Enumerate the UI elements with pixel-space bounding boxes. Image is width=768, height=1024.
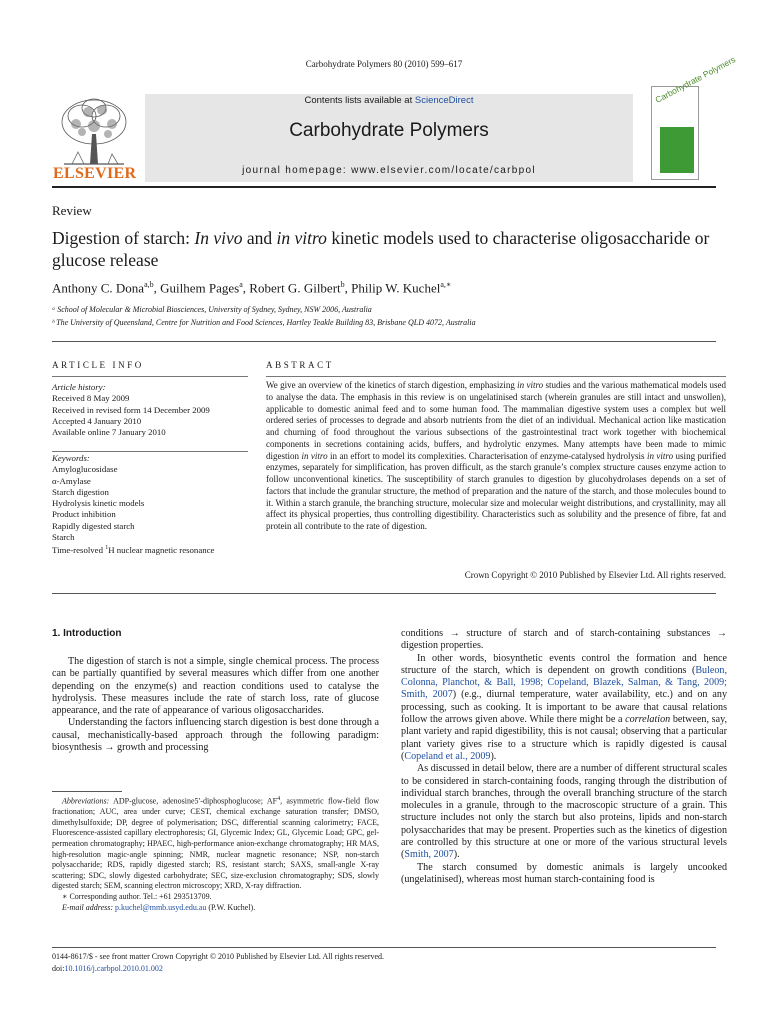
keyword: Rapidly digested starch: [52, 520, 135, 531]
cover-title: Carbohydrate Polymers: [653, 54, 738, 105]
affiliation-rule: [52, 341, 716, 342]
history-item: Received 8 May 2009: [52, 393, 130, 404]
history-item: Received in revised form 14 December 2009: [52, 404, 210, 415]
paragraph: conditions → structure of starch and of starch-containing substances → digestion properties.: [401, 628, 727, 652]
citation-link[interactable]: Smith, 2007: [404, 849, 454, 861]
keyword: Product inhibition: [52, 509, 116, 520]
sciencedirect-link[interactable]: ScienceDirect: [414, 95, 474, 106]
affiliation-a: ᵃ School of Molecular & Microbial Biosciences, University of Sydney, Sydney, NSW 2006, Australia: [52, 305, 372, 314]
abstract-heading: ABSTRACT: [266, 360, 334, 370]
author-name: Robert G. Gilbert: [249, 280, 341, 296]
article-history: Article history: Received 8 May 2009 Received in revised form 14 December 2009 Accepted 4 January 2010 Available online 7 January 2010: [52, 382, 252, 438]
citation-link[interactable]: Copeland et al., 2009: [404, 750, 491, 762]
elsevier-wordmark: ELSEVIER: [53, 165, 137, 182]
paragraph: Understanding the factors influencing starch digestion is best done through a causal, mechanistically-based approach through the following paradigm: biosynthesis → growth and processing: [52, 717, 379, 754]
paragraph: The starch consumed by domestic animals is largely uncooked (ungelatinised), whereas most human starch-containing food is: [401, 861, 727, 885]
divider: [266, 376, 726, 377]
keyword: Starch digestion: [52, 486, 109, 497]
affiliation-b: ᵇ The University of Queensland, Centre for Nutrition and Food Sciences, Hartley Teakle Building 83, Brisbane QLD 4072, Australia: [52, 318, 476, 327]
left-column-body: [52, 656, 379, 754]
email-footnote: E-mail address: p.kuchel@mmb.usyd.edu.au (P.W. Kuchel).: [62, 902, 256, 912]
issn-line: 0144-8617/$ - see front matter Crown Copyright © 2010 Published by Elsevier Ltd. All rights reserved.: [52, 952, 385, 961]
author-name: Philip W. Kuchel: [351, 280, 441, 296]
paragraph: The digestion of starch is not a simple, single chemical process. The process can be partially quantified by several measures which differ from one another depending on the enzyme(s) and reaction conditions used to catalyse the hydrolysis. These measures include the rate of starch loss, rate of glucose appearance, and the rate of appearance of various oligosaccharides.: [52, 656, 379, 717]
keyword: Amyloglucosidase: [52, 464, 118, 475]
keyword: Time-resolved $^1$H nuclear magnetic resonance: [52, 545, 215, 556]
keywords-list: Keywords: Amyloglucosidase α-Amylase Starch digestion Hydrolysis kinetic models Product inhibition Rapidly digested starch Starch Time-resolved $^1$H nuclear magnetic resonance: [52, 453, 252, 557]
history-item: Available online 7 January 2010: [52, 427, 166, 438]
doi-link[interactable]: 10.1016/j.carbpol.2010.01.002: [64, 964, 163, 973]
abstract-bottom-rule: [52, 593, 716, 594]
journal-name: Carbohydrate Polymers: [289, 120, 489, 141]
journal-homepage-line: journal homepage: www.elsevier.com/locate/carbpol: [242, 165, 536, 176]
paper-title: Digestion of starch: In vivo and in vitro kinetic models used to characterise oligosaccharide or glucose release: [52, 228, 710, 270]
keyword: Starch: [52, 532, 75, 543]
keyword: α-Amylase: [52, 475, 91, 486]
author-name: Guilhem Pages: [160, 280, 240, 296]
divider: [52, 451, 248, 452]
article-type: Review: [52, 203, 92, 218]
abstract-text: We give an overview of the kinetics of starch digestion, emphasizing in vitro studies and the various mathematical models used to analyse the data. The emphasis in this review is on ungelatinised starch (wherein granules are still intact and unswollen), applicable to domestic animal feed and to some human food. The mammalian digestive system uses a complex but well ordered series of processes to degrade and absorb nutrients from the diet of an individual. Mechanical action like mastication and churning of food throughout the various subsections of the gastrointestinal tract work together with biochemical components in secretions containing acids, buffers, and hydrolytic enzymes. Many attempts have been made to mimic digestion in vitro in an effort to model its complexities. Characterisation of enzyme-catalysed hydrolysis in vitro using purified enzymes, separately for simplification, has proven difficult, as the starch granule’s complex structure causes enzyme action to follow unconventional kinetics. The susceptibility of starch granules to digestion by glucohydrolases depends on a set of factors that include the granular structure, the method of preparation and the nature of the starch, and those molecules bound to it. Within a starch granule, the branching structure, molecular size and molecular weight distributions, and crystallinity, may all affect its physical properties, thus controlling digestibility. Characteristics such as solubility and the presence of fibre, fat and protein all contribute to the rate of digestion.: [266, 380, 727, 531]
paragraph: As discussed in detail below, there are a number of different structural scales to be considered in starch-containing foods, ranging through the distribution of individual starch branches, through the overall branching structure of the starch molecules in a granule, through to the macroscopic structure of a grain. This structure includes not only the starch but also proteins, lipids and non-starch polysaccharides that may be present. Properties such as the kinetics of digestion are controlled by this structure at one or more of the various structural levels (Smith, 2007).: [401, 763, 727, 861]
author-list: Anthony C. Dona$^{a,b}$, Guilhem Pages$^a$, Robert G. Gilbert$^b$, Philip W. Kuchel$^{a,∗}$: [52, 280, 452, 296]
article-info-heading: ARTICLE INFO: [52, 360, 144, 370]
cover-green-block: [660, 127, 694, 173]
keyword: Hydrolysis kinetic models: [52, 498, 145, 509]
journal-reference: Carbohydrate Polymers 80 (2010) 599–617: [305, 59, 463, 69]
right-column-body: [401, 628, 727, 886]
author-name: Anthony C. Dona: [52, 280, 145, 296]
journal-homepage-url[interactable]: www.elsevier.com/locate/carbpol: [351, 165, 536, 176]
divider: [52, 376, 248, 377]
citation-link[interactable]: Buleon, Colonna, Planchot, & Ball, 1998; Copeland, Blazek, Salman, & Tang, 2009; Smith, 2007: [401, 664, 727, 701]
corresponding-author: ∗ Corresponding author. Tel.: +61 293513709.: [62, 892, 212, 901]
footnotes: [52, 794, 379, 913]
abstract-copyright: Crown Copyright © 2010 Published by Elsevier Ltd. All rights reserved.: [464, 570, 726, 580]
masthead-rule: [52, 186, 716, 188]
history-item: Accepted 4 January 2010: [52, 415, 142, 426]
paragraph: In other words, biosynthetic events control the formation and hence structure of the starch, which is dependent on growth conditions (Buleon, Colonna, Planchot, & Ball, 1998; Copeland, Blazek, Salman, & Tang, 2009; Smith, 2007) (e.g., diurnal temperature, water availability, etc.) and on any processing, such as cooking. It is important to be aware that causal relations follow the arrows given above. While there might be a correlation between, say, plant variety and rapid digestibility, this is not causal; observing that a particular plant variety gives rise to a structure which is rapidly digested is causal (Copeland et al., 2009).: [401, 652, 727, 762]
footer-rule: [52, 947, 716, 948]
author-email-link[interactable]: p.kuchel@mmb.usyd.edu.au: [115, 902, 207, 912]
contents-line: Contents lists available at ScienceDirect: [304, 95, 474, 106]
doi-line: doi:10.1016/j.carbpol.2010.01.002: [52, 964, 163, 973]
footnote-rule: [52, 791, 122, 792]
introduction-heading: 1. Introduction: [52, 628, 122, 639]
journal-cover-thumbnail: [651, 54, 738, 180]
abbreviations-footnote: Abbreviations: ADP-glucose, adenosine5′-diphosphoglucose; $AF^4$, asymmetric flow-field flow fractionation; AUC, area under curve; CEST, chemical exchange saturation transfer; DMSO, dimethylsulfoxide; DP, degree of polymerisation; DSC, differential scanning calorimetry; FACE, Fluorescence-assisted capillary electrophoresis; GI, Glycemic Index; GL, Glycemic Load; GPC, gel-permeation chromatography; HPAEC, high-performance anion-exchange chromatography; HR MAS, high-resolution magic-angle spinning; NMR, nuclear magnetic resonance; NSP, non-starch polysaccharide; RDS, rapidly digested starch; RS, resistant starch; SAXS, small-angle X-ray scattering; SDC, slowly digested carbohydrate; SEC, size-exclusion chromatography; SDS, slowly digested starch; SEM, scanning electron microscopy; XRD, X-ray diffraction.: [52, 796, 379, 891]
